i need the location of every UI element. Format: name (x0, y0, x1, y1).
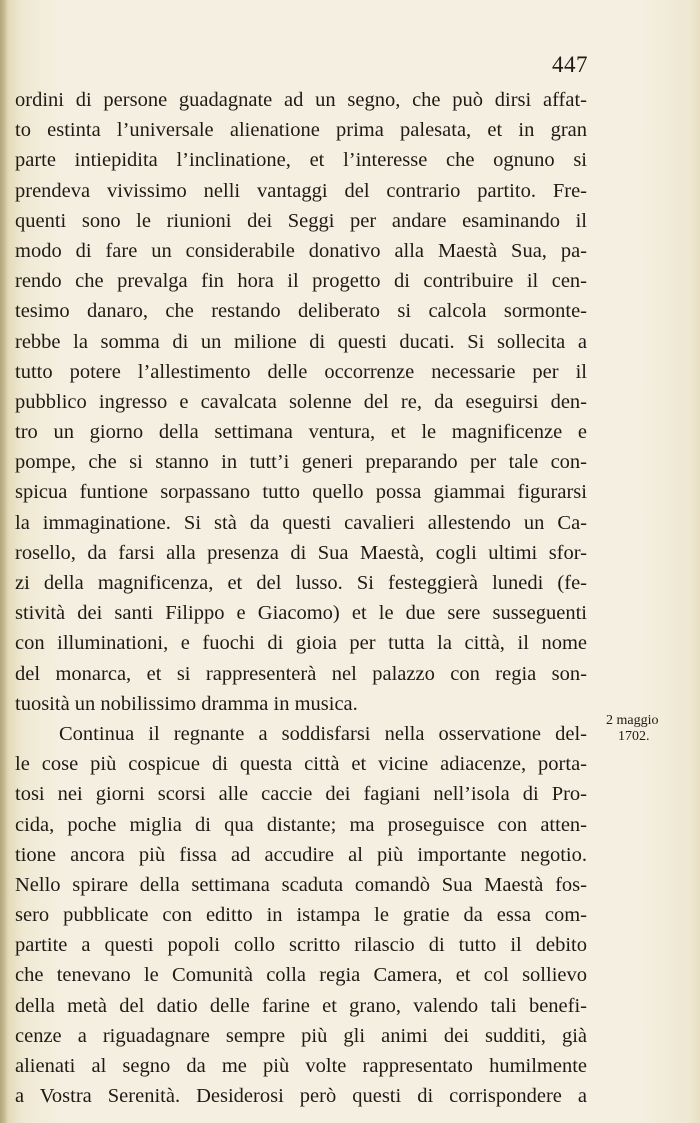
text-line: tutto potere l’allestimento delle occorrenze necessarie per il (15, 360, 587, 383)
text-line: la immaginatione. Si stà da questi cavalieri allestendo un Ca- (15, 511, 587, 534)
text-line: alienati al segno da me più volte rappresentato humilmente (15, 1055, 587, 1077)
text-line: zi della magnificenza, et del lusso. Si festeggierà lunedi (fe- (15, 572, 587, 594)
text-line: cenze a riguadagnare sempre più gli animi dei sudditi, già (15, 1024, 587, 1047)
text-line: spicua funtione sorpassano tutto quello possa giammai figurarsi (15, 481, 587, 504)
text-line: che tenevano le Comunità colla regia Camera, et col sollievo (15, 964, 587, 987)
text-line: partite a questi popoli collo scritto rilascio di tutto il debito (15, 934, 587, 957)
text-line: to estinta l’universale alienatione prima palesata, et in gran (15, 119, 587, 142)
paragraph-1 (15, 85, 587, 719)
text-line: rebbe la somma di un milione di questi ducati. Si sollecita a (15, 330, 587, 353)
text-line: Continua il regnante a soddisfarsi nella osservatione del- (59, 722, 587, 745)
text-line: prendeva vivissimo nelli vantaggi del contrario partito. Fre- (15, 179, 587, 202)
text-line: quenti sono le riunioni dei Seggi per andare esaminando il (15, 209, 587, 232)
text-line: tro un giorno della settimana ventura, et le magnificenze e (15, 421, 587, 444)
margin-note-year: 1702. (618, 729, 650, 744)
text-line: sero pubblicate con editto in istampa le gratie da essa com- (15, 904, 587, 927)
text-line: stività dei santi Filippo e Giacomo) et le due sere susseguenti (15, 602, 587, 625)
page-spine-shadow (0, 0, 8, 1123)
text-line: parte intiepidita l’inclinatione, et l’interesse che ognuno si (15, 149, 587, 172)
text-line: rendo che prevalga fin hora il progetto di contribuire il cen- (15, 270, 587, 293)
text-line: ordini di persone guadagnate ad un segno, che può dirsi affat- (15, 89, 587, 111)
text-line: con illuminationi, e fuochi di gioia per tutta la città, il nome (15, 632, 587, 655)
text-line: della metà del datio delle farine et grano, valendo tali benefi- (15, 994, 587, 1017)
text-line: le cose più cospicue di questa città et vicine adiacenze, porta- (15, 753, 587, 776)
text-line: modo di fare un considerabile donativo alla Maestà Sua, pa- (15, 239, 587, 262)
paragraph-2 (15, 719, 587, 1111)
text-line: a Vostra Serenità. Desiderosi però questi di corrispondere a (15, 1085, 587, 1108)
margin-note-date: 2 maggio (606, 713, 659, 728)
text-line: Nello spirare della settimana scaduta comandò Sua Maestà fos- (15, 873, 587, 896)
text-line: cida, poche miglia di qua distante; ma proseguisce con atten- (15, 813, 587, 836)
text-line: rosello, da farsi alla presenza di Sua Maestà, cogli ultimi sfor- (15, 541, 587, 564)
text-line: del monarca, et si rappresenterà nel palazzo con regia son- (15, 662, 587, 685)
text-line: tesimo danaro, che restando deliberato si calcola sormonte- (15, 300, 587, 323)
text-line: tione ancora più fissa ad accudire al più importante negotio. (15, 843, 587, 866)
body-text (15, 85, 587, 1111)
text-line: pubblico ingresso e cavalcata solenne del re, da eseguirsi den- (15, 390, 587, 413)
text-line: tuosità un nobilissimo dramma in musica. (15, 692, 358, 715)
text-line: tosi nei giorni scorsi alle caccie dei fagiani nell’isola di Pro- (15, 783, 587, 806)
text-line: pompe, che si stanno in tutt’i generi preparando per tale con- (15, 451, 587, 474)
margin-date-note (606, 713, 696, 745)
page-number: 447 (552, 52, 588, 77)
